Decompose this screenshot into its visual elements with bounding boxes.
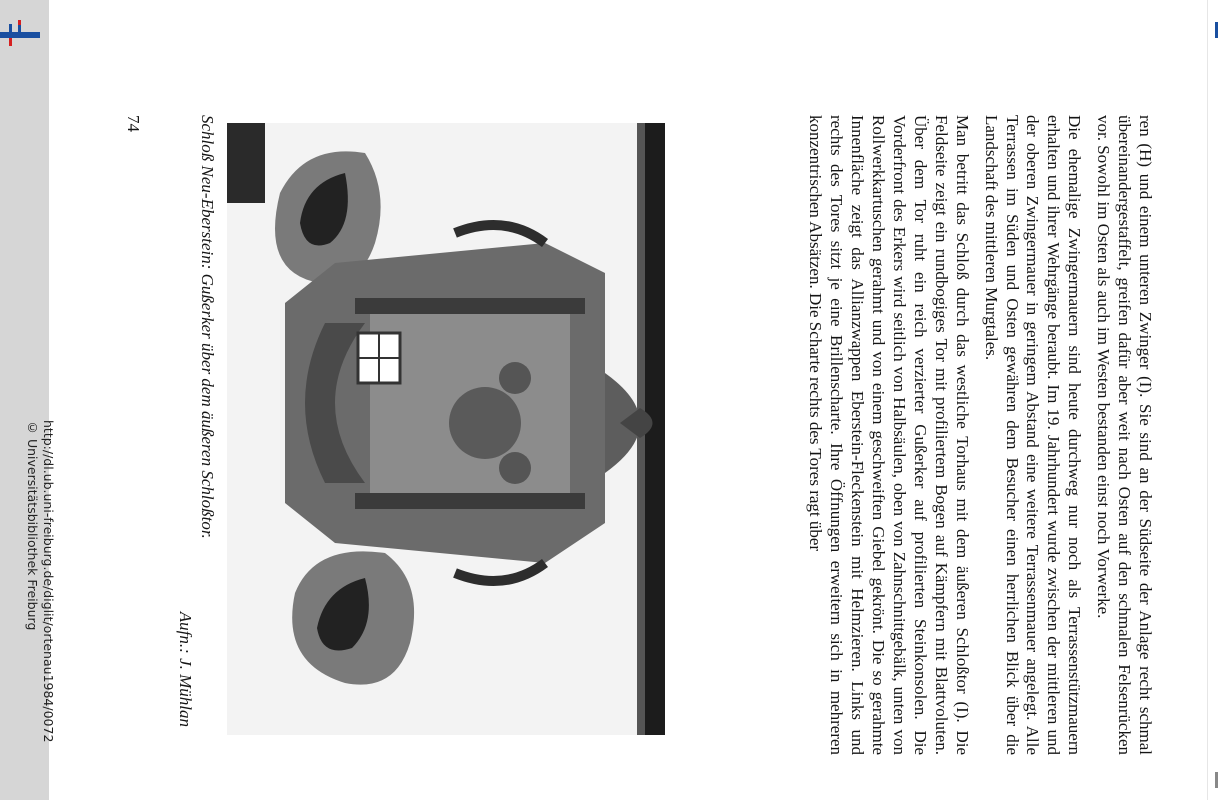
paragraph-1: ren (H) und einem unteren Zwinger (I). Sie sind an der Südseite der Anlage recht schmal übereinandergestaffelt, greifen dafür aber weit nach Osten auf den schmalen Felsenrücken vor. Sowohl im Osten als auch im Westen bestanden einst noch Vorwerke. [1094,115,1155,755]
page-number: 74 [124,115,143,132]
photo-caption [175,115,217,727]
paragraph-2: Die ehemalige Zwingermauern sind heute durchweg nur noch als Terrassenstützmauern erhalten und ihrer Wehrgänge beraubt. Im 19. Jahrhundert wurde zwischen der mittleren und der oberen Zwingermauer in geringem Abstand eine weitere Terrassenmauer angelegt. Alle Terrassen im Süden und Osten gewähren dem Besucher einen herrlichen Blick über die Landschaft des mittleren Murgtales. [981,115,1085,755]
credit-owner: © Universitätsbibliothek Freiburg [25,420,40,631]
library-logo-icon [0,20,40,50]
vertical-credit [24,420,56,742]
edge-mark-bottom [1215,772,1218,788]
scanned-page [115,115,1155,755]
viewer-left-margin [0,0,56,800]
photo-credit: Aufn.: J. Mühlan [176,611,195,727]
body-text [797,115,1156,755]
paragraph-3: Man betritt das Schloß durch das westliche Torhaus mit dem äußeren Schloßtor (I). Die Feldseite zeigt ein rundbogiges Tor mit profiliertem Bogen auf Kämpfern mit Blattvoluten. Über dem Tor ruht ein reich verzierter Gußerker auf profilierten Steinkonsolen. Die Vorderfront des Erkers wird seitlich von Halbsäulen, oben von Zahnschnittgebälk, unten von Rollwerkkartuschen gerahmt und von einem geschweiften Giebel gekrönt. Die so gerahmte Innenfläche zeigt das Allianzwappen Eberstein-Fleckenstein mit Helmzieren. Links und rechts des Tores sitzt je eine Brillenscharte. Ihre Öffnungen erweitern sich in mehreren konzentrischen Absätzen. Die Scharte rechts des Tores ragt über [806,115,972,755]
credit-url[interactable]: http://dl.ub.uni-freiburg.de/diglit/ortenau1984/0072 [41,420,56,743]
edge-mark-top [1215,22,1218,38]
photo-gusserker [227,123,665,735]
caption-text: Schloß Neu-Eberstein: Gußerker über dem äußeren Schloßtor. [198,115,217,539]
viewer-right-edge [1207,0,1224,800]
